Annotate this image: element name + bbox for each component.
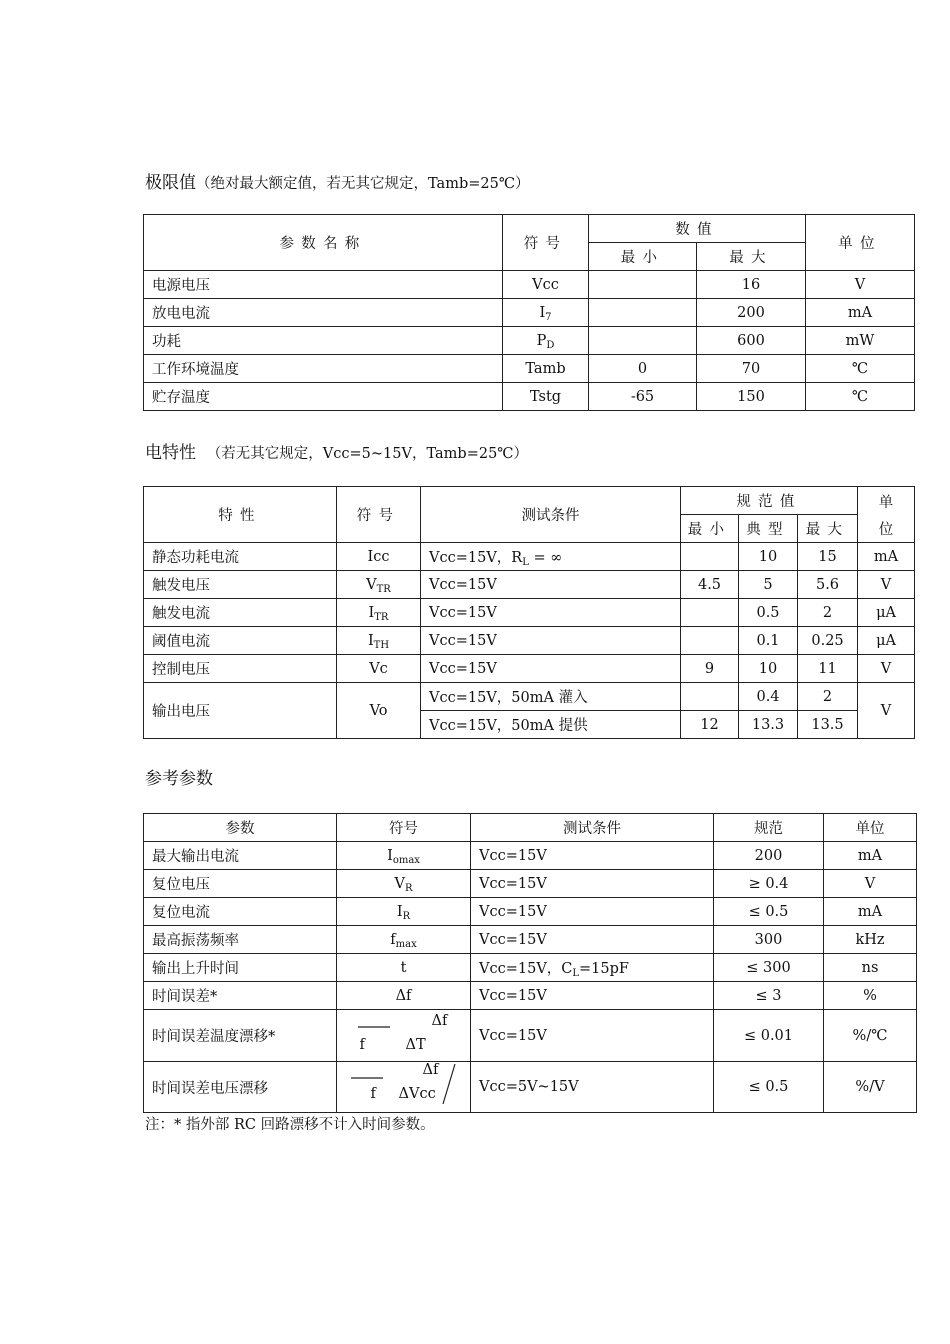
- electrical-table: [143, 486, 915, 739]
- header-unit: 单位: [806, 215, 915, 271]
- header-spec: 规范: [714, 814, 824, 842]
- header-max: 最大: [697, 243, 806, 271]
- table-row: 复位电流 $I_R$ Vcc=15V ≤ 0.5 mA: [144, 898, 917, 926]
- table-row: 功耗 $P_D$ 600 mW: [144, 327, 915, 355]
- table-row: 输出电压 Vo Vcc=15V，50mA 灌入 0.4 2 V: [144, 683, 915, 711]
- header-min: 最小: [589, 243, 697, 271]
- header-param: 参数: [144, 814, 337, 842]
- table-row: 工作环境温度 Tamb 0 70 ℃: [144, 355, 915, 383]
- table-row: Vcc=15V，50mA 提供 12 13.3 13.5: [144, 711, 915, 739]
- electrical-heading: [145, 438, 528, 463]
- table-row: 放电电流 $I_7$ 200 mA: [144, 299, 915, 327]
- table-row: 时间误差* Δf Vcc=15V ≤ 3 %: [144, 982, 917, 1010]
- table-row: 复位电压 $V_R$ Vcc=15V ≥ 0.4 V: [144, 870, 917, 898]
- header-max: 最大: [798, 515, 858, 543]
- header-param-name: 参数名称: [144, 215, 503, 271]
- header-symbol: 符号: [337, 814, 471, 842]
- table-row: 输出上升时间 t Vcc=15V，$C_L=15pF$ ≤ 300 ns: [144, 954, 917, 982]
- table-row: 电源电压 Vcc 16 V: [144, 271, 915, 299]
- output-voltage-label: 输出电压: [144, 683, 337, 739]
- header-typ: 典型: [739, 515, 798, 543]
- header-condition: 测试条件: [471, 814, 714, 842]
- limits-heading: [145, 168, 530, 193]
- table-row: 静态功耗电流 Icc Vcc=15V，$R_L$ = ∞ 10 15 mA: [144, 543, 915, 571]
- table-row: 阈值电流 $I_{TH}$ Vcc=15V 0.1 0.25 μA: [144, 627, 915, 655]
- temp-drift-formula: Δf f ΔT: [337, 1010, 471, 1062]
- header-unit: 单位: [824, 814, 917, 842]
- electrical-note: （若无其它规定，Vcc=5~15V，Tamb=25℃）: [206, 446, 529, 462]
- table-row: 时间误差温度漂移* Δf f ΔT Vcc=15V ≤ 0.01 %/℃: [144, 1010, 917, 1062]
- table-row: 触发电压 $V_{TR}$ Vcc=15V 4.5 5 5.6 V: [144, 571, 915, 599]
- header-feature: 特性: [144, 487, 337, 543]
- header-unit: 单 位: [858, 487, 915, 543]
- footnote: 注：* 指外部 RC 回路漂移不计入时间参数。: [145, 1117, 435, 1133]
- table-row: 最高振荡频率 $f_{max}$ Vcc=15V 300 kHz: [144, 926, 917, 954]
- table-row: 贮存温度 Tstg -65 150 ℃: [144, 383, 915, 411]
- electrical-title: 电特性: [145, 443, 196, 463]
- header-value: 数值: [589, 215, 806, 243]
- table-row: 时间误差电压漂移 Δf f ΔVcc Vcc=5V~15V ≤ 0.5 %/V: [144, 1062, 917, 1113]
- table-row: 最大输出电流 $I_{omax}$ Vcc=15V 200 mA: [144, 842, 917, 870]
- table-row: 触发电流 $I_{TR}$ Vcc=15V 0.5 2 μA: [144, 599, 915, 627]
- volt-drift-formula: Δf f ΔVcc: [337, 1062, 471, 1113]
- reference-heading: [145, 764, 213, 789]
- reference-table: [143, 813, 917, 1113]
- limits-title: 极限值: [145, 173, 196, 193]
- limits-note: （绝对最大额定值，若无其它规定，Tamb=25℃）: [196, 176, 530, 192]
- table-header-row: [144, 814, 917, 842]
- header-spec: 规范值: [681, 487, 858, 515]
- header-condition: 测试条件: [421, 487, 681, 543]
- header-min: 最小: [681, 515, 739, 543]
- header-symbol: 符号: [337, 487, 421, 543]
- table-row: 控制电压 Vc Vcc=15V 9 10 11 V: [144, 655, 915, 683]
- limits-table: [143, 214, 915, 411]
- reference-title: 参考参数: [145, 769, 213, 789]
- header-symbol: 符号: [503, 215, 589, 271]
